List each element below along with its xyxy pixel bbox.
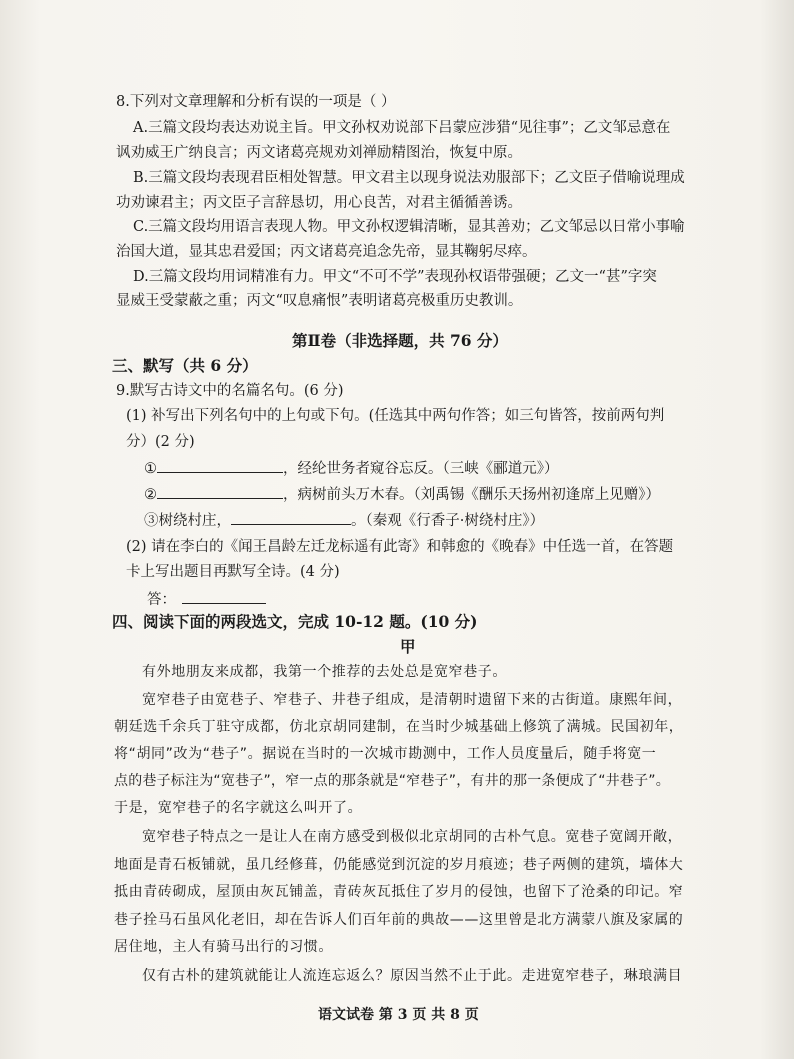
passage-jia-title: 甲 [400, 637, 416, 656]
q8-option-b-line1: B.三篇文段均表现君臣相处智慧。甲文君主以现身说法劝服部下；乙文臣子借喻说理成 [133, 170, 685, 186]
q8-option-d-line2: 显威王受蒙蔽之重；丙文“叹息痛恨”表明诸葛亮极重历史教训。 [116, 293, 523, 309]
passage-line: 宽窄巷子特点之一是让人在南方感受到极似北京胡同的古朴气息。宽巷子宽阔开敞， [142, 829, 683, 845]
q8-option-a-line1: A.三篇文段均表达劝说主旨。甲文孙权劝说部下吕蒙应涉猎“见往事”；乙文邹忌意在 [133, 120, 671, 136]
q9-answer-blank[interactable] [182, 589, 266, 604]
q9-item2-blank[interactable] [157, 484, 283, 499]
q9-answer [147, 589, 266, 610]
q9-item3-prefix: ③树绕村庄， [144, 513, 231, 529]
q8-option-b-line2: 功劝谏君主；丙文臣子言辞恳切，用心良苦，对君主循循善诱。 [116, 195, 522, 211]
q9-item3 [144, 510, 544, 531]
q9-item3-blank[interactable] [231, 510, 351, 525]
passage-line: 抵由青砖砌成，屋顶由灰瓦铺盖，青砖灰瓦抵住了岁月的侵蚀，也留下了沧桑的印记。窄 [114, 884, 684, 900]
q8-option-c-line1: C.三篇文段均用语言表现人物。甲文孙权逻辑清晰，显其善劝；乙文邹忌以日常小事喻 [133, 219, 685, 235]
q9-stem: 9.默写古诗文中的名篇名句。(6 分) [116, 383, 344, 399]
q8-option-d-line1: D.三篇文段均用词精准有力。甲文“不可不学”表现孙权语带强硬；乙文一“甚”字突 [133, 269, 657, 285]
passage-line: 于是，宽窄巷子的名字就这么叫开了。 [114, 800, 363, 816]
passage-line: 地面是青石板铺就，虽几经修葺，仍能感觉到沉淀的岁月痕迹；巷子两侧的建筑，墙体大 [114, 857, 684, 873]
q9-answer-label: 答： [147, 592, 176, 608]
q9-sub1-line1: (1) 补写出下列名句中的上句或下句。(任选其中两句作答；如三句皆答，按前两句判 [126, 408, 665, 424]
passage-line: 有外地朋友来成都，我第一个推荐的去处总是宽窄巷子。 [142, 664, 507, 680]
part2-title: 第Ⅱ卷（非选择题，共 76 分） [292, 331, 508, 350]
q9-item1-text: ，经纶世务者窥谷忘反。（三峡《郦道元》） [283, 461, 559, 477]
q8-stem: 8.下列对文章理解和分析有误的一项是（ ） [116, 94, 396, 110]
section3-title: 三、默写（共 6 分） [112, 356, 258, 375]
q9-item1-blank[interactable] [157, 458, 283, 473]
passage-line: 点的巷子标注为“宽巷子”，窄一点的那条就是“窄巷子”，有井的那一条便成了“井巷子”。 [114, 773, 670, 789]
q9-item3-text: 。（秦观《行香子·树绕村庄》） [351, 513, 545, 529]
passage-line: 朝廷选千余兵丁驻守成都，仿北京胡同建制，在当时少城基础上修筑了满城。民国初年， [114, 719, 684, 735]
q9-item2-number: ② [144, 487, 157, 503]
passage-line: 宽窄巷子由宽巷子、窄巷子、井巷子组成，是清朝时遗留下来的古街道。康熙年间， [142, 692, 683, 708]
q9-item1-number: ① [144, 461, 157, 477]
passage-line: 巷子拴马石虽风化老旧，却在告诉人们百年前的典故——这里曾是北方满蒙八旗及家属的 [114, 912, 684, 928]
page-footer: 语文试卷 第 3 页 共 8 页 [318, 1007, 479, 1023]
passage-line: 将“胡同”改为“巷子”。据说在当时的一次城市勘测中，工作人员度量后，随手将宽一 [114, 746, 657, 762]
q9-sub2-line1: (2) 请在李白的《闻王昌龄左迁龙标遥有此寄》和韩愈的《晚春》中任选一首，在答题 [126, 539, 674, 555]
q9-sub2-line2: 卡上写出题目再默写全诗。(4 分) [126, 564, 340, 580]
q8-option-c-line2: 治国大道，显其忠君爱国；丙文诸葛亮追念先帝，显其鞠躬尽瘁。 [116, 244, 537, 260]
passage-line: 居住地，主人有骑马出行的习惯。 [114, 939, 333, 955]
q9-item1 [144, 458, 559, 479]
q9-item2-text: ，病树前头万木春。（刘禹锡《酬乐天扬州初逢席上见赠》） [283, 487, 660, 503]
section4-title: 四、阅读下面的两段选文，完成 10-12 题。(10 分) [112, 612, 478, 631]
q8-option-a-line2: 讽劝威王广纳良言；丙文诸葛亮规劝刘禅励精图治，恢复中原。 [116, 145, 522, 161]
q9-sub1-line2: 分）(2 分) [126, 434, 195, 450]
q9-item2 [144, 484, 660, 505]
passage-line: 仅有古朴的建筑就能让人流连忘返么？原因当然不止于此。走进宽窄巷子，琳琅满目 [142, 968, 683, 984]
